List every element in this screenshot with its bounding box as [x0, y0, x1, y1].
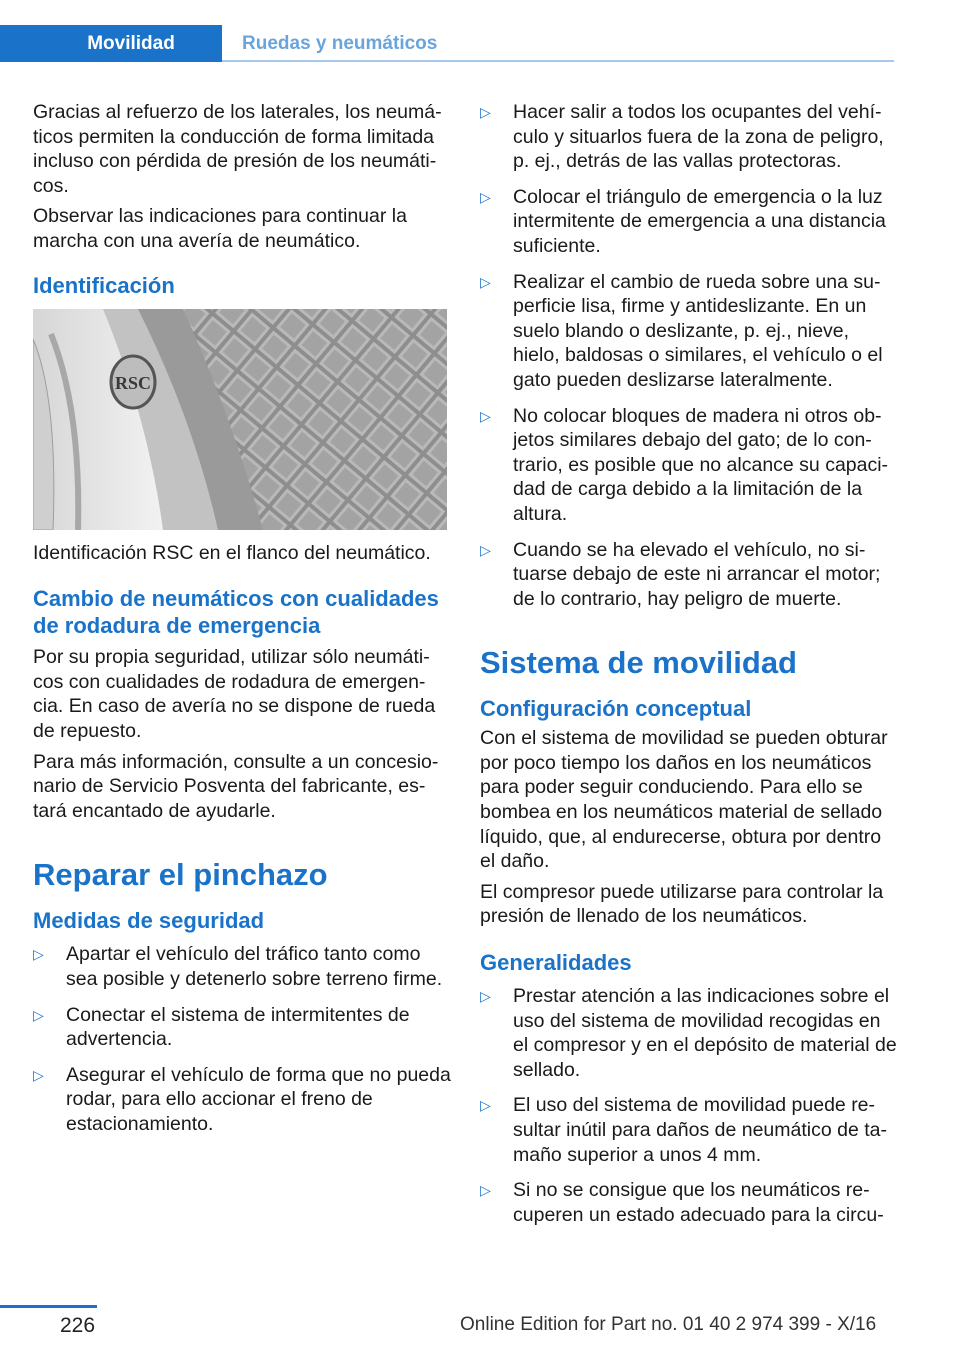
triangle-bullet-icon: ▷: [33, 946, 44, 963]
heading-reparar-pinchazo: Reparar el pinchazo: [33, 857, 328, 893]
heading-identificacion: Identificación: [33, 272, 175, 298]
tire-sidewall-figure: [33, 309, 447, 530]
configuracion-paragraph: Con el sistema de movilidad se pueden obturar por poco tiempo los daños en los neumáticos para poder seguir conduciendo. Para ello se bombea en los neumáticos material de sellado líquido, que, al endurecerse, obtura por dentro el daño.: [480, 727, 888, 873]
heading-configuracion: Configuración conceptual: [480, 696, 752, 722]
figure-caption: Identificación RSC en el flanco del neumático.: [33, 541, 431, 564]
list-item: ▷ Si no se consigue que los neumáticos re‐cuperen un estado adecuado para la circu‐: [480, 1179, 884, 1226]
triangle-bullet-icon: ▷: [480, 541, 491, 558]
intro-paragraph: Gracias al refuerzo de los laterales, los neumá‐ticos permiten la conducción de forma limitada incluso con pérdida de presión de los neumáti‐cos.: [33, 101, 442, 197]
cambio-paragraph: Por su propia seguridad, utilizar sólo neumáti‐cos con cualidades de rodadura de emergen‐cia. En caso de avería no se dispone de rueda de repuesto.: [33, 646, 436, 742]
tire-illustration: [33, 309, 447, 530]
safety-list-continued: [480, 100, 900, 611]
list-item: ▷ Colocar el triángulo de emergencia o la luz intermitente de emergencia a una distancia suficiente.: [480, 185, 886, 257]
list-item: ▷ No colocar bloques de madera ni otros ob‐jetos similares debajo del gato; de lo con‐trario, es posible que no alcance su capaci‐dad de carga debido a la limitación de la altura.: [480, 404, 889, 525]
section-tab-ruedas[interactable]: Ruedas y neumáticos: [242, 32, 438, 54]
list-item: ▷ Asegurar el vehículo de forma que no pueda rodar, para ello accionar el freno de estacionamiento.: [33, 1063, 451, 1135]
list-item: ▷ Apartar el vehículo del tráfico tanto como sea posible y detenerlo sobre terreno firme.: [33, 943, 443, 990]
right-column: [480, 100, 900, 1238]
list-item: ▷ Realizar el cambio de rueda sobre una su‐perficie lisa, firme y antideslizante. En un suelo blando o deslizante, p. ej., nieve, hielo, baldosas o similares, el vehículo o el gato pueden deslizarse lateralmente.: [480, 270, 883, 391]
triangle-bullet-icon: ▷: [33, 1006, 44, 1023]
list-item: ▷ El uso del sistema de movilidad puede re‐sultar inútil para daños de neumático de ta‐maño superior a unos 4 mm.: [480, 1094, 887, 1166]
heading-generalidades: Generalidades: [480, 950, 632, 976]
list-item: ▷ Cuando se ha elevado el vehículo, no si‐tuarse debajo de este ni arrancar el motor; de lo contrario, hay peligro de muerte.: [480, 538, 881, 610]
rsc-logo-text: RSC: [114, 372, 152, 393]
page-number: 226: [60, 1314, 96, 1337]
triangle-bullet-icon: ▷: [480, 188, 491, 205]
footer-accent-line: [0, 1305, 97, 1308]
safety-list: [33, 942, 453, 1136]
edition-text: Online Edition for Part no. 01 40 2 974 399 - X/16: [460, 1314, 877, 1335]
triangle-bullet-icon: ▷: [480, 407, 491, 424]
header-divider: [222, 60, 894, 62]
heading-cambio-neumaticos: Cambio de neumáticos con cualidades de rodadura de emergencia: [33, 586, 439, 639]
triangle-bullet-icon: ▷: [480, 988, 491, 1005]
triangle-bullet-icon: ▷: [480, 1097, 491, 1114]
heading-medidas-seguridad: Medidas de seguridad: [33, 908, 265, 934]
generalidades-list: [480, 984, 900, 1227]
section-tab-movilidad[interactable]: Movilidad: [0, 25, 222, 62]
mas-informacion-paragraph: Para más información, consulte a un concesio‐nario de Servicio Posventa del fabricante, es‐tará encantado de ayudarle.: [33, 750, 439, 822]
triangle-bullet-icon: ▷: [480, 104, 491, 120]
instructions-paragraph: Observar las indicaciones para continuar la marcha con una avería de neumático.: [33, 205, 407, 252]
list-item: ▷ Conectar el sistema de intermitentes de advertencia.: [33, 1003, 410, 1051]
page-header: [0, 0, 960, 64]
triangle-bullet-icon: ▷: [480, 273, 491, 290]
heading-sistema-movilidad: Sistema de movilidad: [480, 645, 797, 681]
left-column: [33, 100, 453, 1147]
compresor-paragraph: El compresor puede utilizarse para controlar la presión de llenado de los neumáticos.: [480, 880, 884, 928]
triangle-bullet-icon: ▷: [480, 1182, 491, 1199]
triangle-bullet-icon: ▷: [33, 1066, 44, 1083]
list-item: ▷ Prestar atención a las indicaciones sobre el uso del sistema de movilidad recogidas en el compresor y en el depósito de material de sellado.: [480, 985, 897, 1081]
list-item: ▷ Hacer salir a todos los ocupantes del vehí‐culo y situarlos fuera de la zona de peligro, p. ej., detrás de las vallas protectoras.: [480, 101, 884, 173]
